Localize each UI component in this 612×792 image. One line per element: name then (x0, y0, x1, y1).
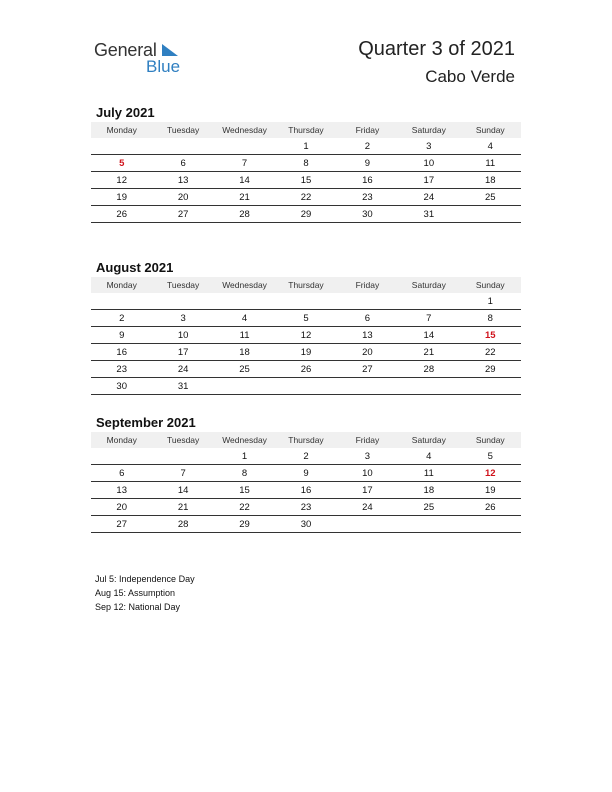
weekday-header: Monday (91, 122, 152, 138)
day-cell: 17 (152, 344, 213, 361)
day-cell: 21 (152, 499, 213, 516)
day-cell (275, 293, 336, 310)
day-cell: 6 (337, 310, 398, 327)
weekday-header-row (91, 122, 521, 138)
week-row (91, 448, 521, 465)
day-cell: 19 (275, 344, 336, 361)
logo-general-text: General (94, 40, 157, 60)
day-cell: 8 (275, 155, 336, 172)
day-cell (214, 293, 275, 310)
day-cell (398, 378, 459, 395)
weekday-header: Thursday (275, 277, 336, 293)
week-row (91, 293, 521, 310)
day-cell: 31 (152, 378, 213, 395)
day-cell: 25 (398, 499, 459, 516)
day-cell: 7 (152, 465, 213, 482)
day-cell: 2 (91, 310, 152, 327)
calendar-table (91, 122, 521, 223)
day-cell: 15 (214, 482, 275, 499)
country-name: Cabo Verde (425, 67, 515, 86)
day-cell: 29 (460, 361, 521, 378)
day-cell: 28 (214, 206, 275, 223)
weekday-header: Wednesday (214, 277, 275, 293)
day-cell: 15 (275, 172, 336, 189)
holiday-note: Sep 12: National Day (95, 602, 181, 612)
day-cell: 16 (337, 172, 398, 189)
weekday-header-row (91, 432, 521, 448)
day-cell: 10 (337, 465, 398, 482)
day-cell: 6 (91, 465, 152, 482)
holiday-note: Aug 15: Assumption (95, 588, 176, 598)
month-title: July 2021 (96, 105, 155, 120)
day-cell (91, 138, 152, 155)
day-cell (275, 378, 336, 395)
day-cell (91, 293, 152, 310)
day-cell: 19 (91, 189, 152, 206)
weekday-header: Wednesday (214, 122, 275, 138)
day-cell: 14 (398, 327, 459, 344)
day-cell: 4 (460, 138, 521, 155)
holiday-notes (95, 572, 195, 614)
day-cell: 26 (275, 361, 336, 378)
day-cell: 24 (398, 189, 459, 206)
day-cell: 7 (398, 310, 459, 327)
week-row (91, 138, 521, 155)
month-title: September 2021 (96, 415, 196, 430)
day-cell: 27 (152, 206, 213, 223)
month-title: August 2021 (96, 260, 174, 275)
day-cell: 25 (214, 361, 275, 378)
day-cell: 23 (275, 499, 336, 516)
weekday-header: Saturday (398, 277, 459, 293)
day-cell: 11 (214, 327, 275, 344)
day-cell: 29 (275, 206, 336, 223)
day-cell: 30 (337, 206, 398, 223)
day-cell: 23 (337, 189, 398, 206)
holiday-day-cell: 12 (460, 465, 521, 482)
day-cell: 1 (275, 138, 336, 155)
day-cell: 18 (398, 482, 459, 499)
day-cell (152, 138, 213, 155)
weekday-header: Friday (337, 277, 398, 293)
weekday-header: Monday (91, 432, 152, 448)
day-cell: 28 (152, 516, 213, 533)
month-august (91, 259, 521, 395)
day-cell: 13 (152, 172, 213, 189)
day-cell: 1 (460, 293, 521, 310)
day-cell: 21 (214, 189, 275, 206)
week-row (91, 516, 521, 533)
day-cell: 22 (214, 499, 275, 516)
day-cell: 14 (214, 172, 275, 189)
day-cell: 30 (275, 516, 336, 533)
weekday-header: Friday (337, 122, 398, 138)
day-cell: 11 (460, 155, 521, 172)
day-cell (91, 448, 152, 465)
day-cell: 16 (91, 344, 152, 361)
day-cell: 9 (275, 465, 336, 482)
day-cell: 4 (214, 310, 275, 327)
day-cell: 11 (398, 465, 459, 482)
weekday-header: Sunday (460, 277, 521, 293)
day-cell (337, 293, 398, 310)
day-cell (398, 516, 459, 533)
day-cell: 29 (214, 516, 275, 533)
month-september (91, 414, 521, 533)
week-row (91, 499, 521, 516)
day-cell: 3 (152, 310, 213, 327)
holiday-day-cell: 5 (91, 155, 152, 172)
day-cell (214, 378, 275, 395)
day-cell (152, 293, 213, 310)
day-cell: 8 (460, 310, 521, 327)
day-cell: 13 (91, 482, 152, 499)
day-cell: 9 (337, 155, 398, 172)
day-cell (460, 378, 521, 395)
week-row (91, 482, 521, 499)
brand-logo (94, 40, 204, 80)
day-cell: 2 (275, 448, 336, 465)
day-cell: 5 (460, 448, 521, 465)
week-row (91, 155, 521, 172)
week-row (91, 378, 521, 395)
day-cell (152, 448, 213, 465)
weekday-header: Sunday (460, 432, 521, 448)
day-cell (337, 378, 398, 395)
weekday-header: Saturday (398, 432, 459, 448)
day-cell: 24 (337, 499, 398, 516)
week-row (91, 189, 521, 206)
weekday-header: Sunday (460, 122, 521, 138)
weekday-header: Saturday (398, 122, 459, 138)
day-cell: 13 (337, 327, 398, 344)
day-cell: 4 (398, 448, 459, 465)
day-cell: 3 (398, 138, 459, 155)
day-cell: 31 (398, 206, 459, 223)
week-row (91, 327, 521, 344)
day-cell: 14 (152, 482, 213, 499)
page-title: Quarter 3 of 2021 (358, 38, 515, 60)
day-cell: 26 (91, 206, 152, 223)
day-cell: 12 (91, 172, 152, 189)
day-cell: 17 (398, 172, 459, 189)
weekday-header: Tuesday (152, 277, 213, 293)
day-cell: 25 (460, 189, 521, 206)
day-cell: 16 (275, 482, 336, 499)
day-cell: 20 (337, 344, 398, 361)
day-cell: 12 (275, 327, 336, 344)
week-row (91, 172, 521, 189)
day-cell: 18 (214, 344, 275, 361)
holiday-note: Jul 5: Independence Day (95, 574, 195, 584)
week-row (91, 465, 521, 482)
week-row (91, 361, 521, 378)
day-cell: 2 (337, 138, 398, 155)
day-cell (214, 138, 275, 155)
week-row (91, 344, 521, 361)
month-july (91, 104, 521, 223)
weekday-header-row (91, 277, 521, 293)
day-cell: 27 (337, 361, 398, 378)
day-cell: 9 (91, 327, 152, 344)
weekday-header: Tuesday (152, 432, 213, 448)
day-cell: 6 (152, 155, 213, 172)
day-cell: 23 (91, 361, 152, 378)
day-cell: 7 (214, 155, 275, 172)
day-cell: 20 (91, 499, 152, 516)
week-row (91, 206, 521, 223)
day-cell: 27 (91, 516, 152, 533)
day-cell (398, 293, 459, 310)
weekday-header: Monday (91, 277, 152, 293)
logo-blue-text: Blue (146, 57, 181, 76)
day-cell: 30 (91, 378, 152, 395)
weekday-header: Wednesday (214, 432, 275, 448)
day-cell: 8 (214, 465, 275, 482)
week-row (91, 310, 521, 327)
logo-triangle-icon (160, 42, 180, 58)
day-cell: 22 (460, 344, 521, 361)
day-cell: 10 (398, 155, 459, 172)
calendar-table (91, 277, 521, 395)
day-cell: 26 (460, 499, 521, 516)
day-cell: 1 (214, 448, 275, 465)
day-cell: 28 (398, 361, 459, 378)
day-cell (460, 516, 521, 533)
day-cell: 10 (152, 327, 213, 344)
day-cell: 20 (152, 189, 213, 206)
day-cell: 24 (152, 361, 213, 378)
day-cell: 18 (460, 172, 521, 189)
day-cell: 21 (398, 344, 459, 361)
day-cell: 3 (337, 448, 398, 465)
weekday-header: Thursday (275, 122, 336, 138)
holiday-day-cell: 15 (460, 327, 521, 344)
day-cell: 5 (275, 310, 336, 327)
day-cell (337, 516, 398, 533)
day-cell (460, 206, 521, 223)
day-cell: 22 (275, 189, 336, 206)
weekday-header: Tuesday (152, 122, 213, 138)
weekday-header: Thursday (275, 432, 336, 448)
day-cell: 19 (460, 482, 521, 499)
weekday-header: Friday (337, 432, 398, 448)
day-cell: 17 (337, 482, 398, 499)
calendar-table (91, 432, 521, 533)
